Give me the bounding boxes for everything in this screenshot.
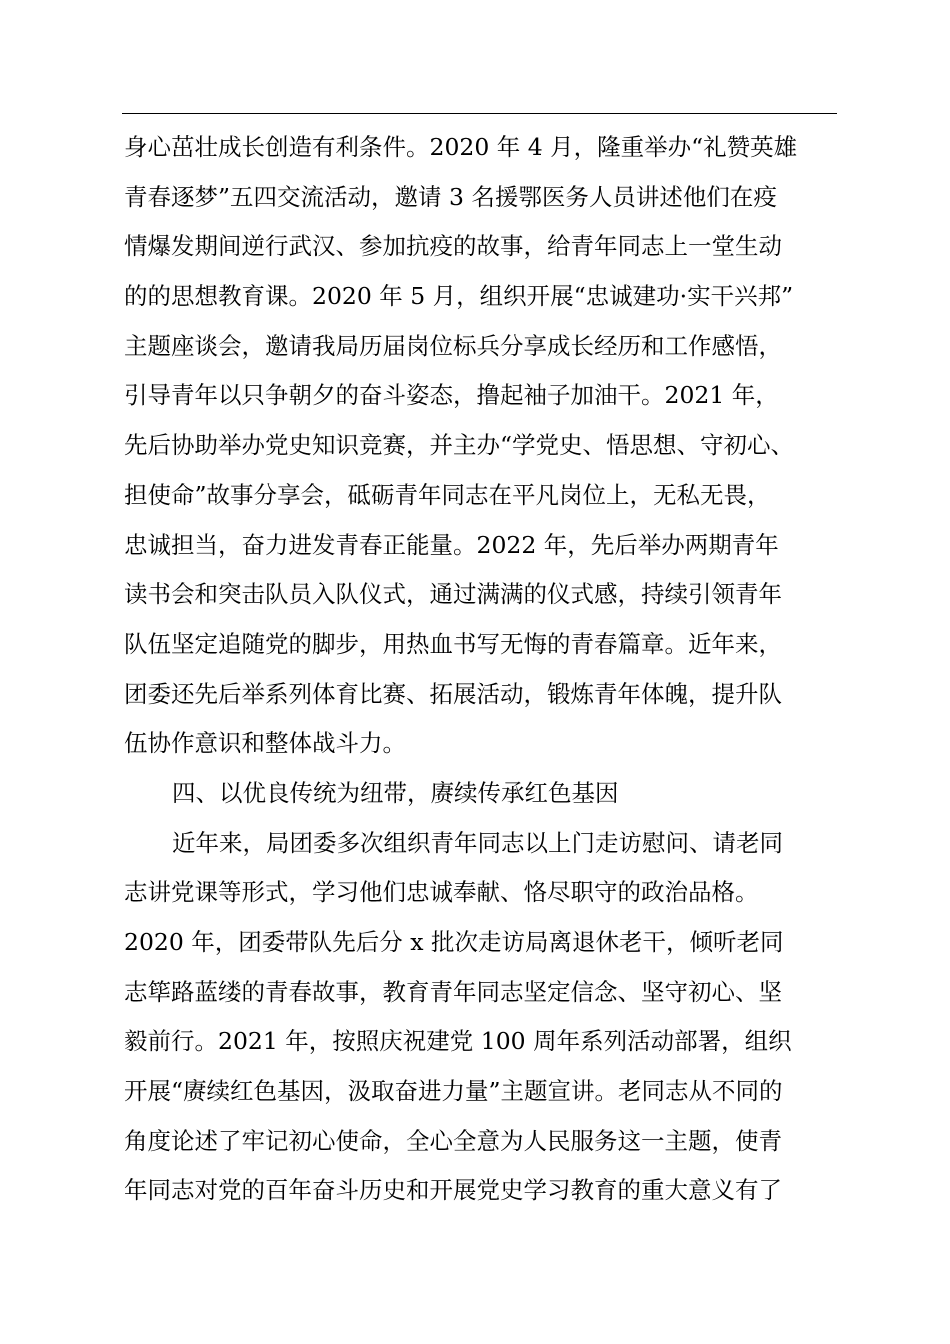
text-line: 担使命”故事分享会，砥砺青年同志在平凡岗位上，无私无畏， xyxy=(124,480,771,509)
text-line: 开展“赓续红色基因，汲取奋进力量”主题宣讲。老同志从不同的 xyxy=(124,1077,783,1106)
body-text xyxy=(124,123,864,1216)
header-rule xyxy=(122,113,837,114)
text-line: 青春逐梦”五四交流活动，邀请 3 名援鄂医务人员讲述他们在疫 xyxy=(124,182,777,211)
text-line: 志筚路蓝缕的青春故事，教育青年同志坚定信念、坚守初心、坚 xyxy=(124,977,782,1006)
text-line: 角度论述了牢记初心使命，全心全意为人民服务这一主题，使青 xyxy=(124,1126,782,1155)
section-heading: 四、以优良传统为纽带，赓续传承红色基因 xyxy=(172,778,619,807)
text-line: 年同志对党的百年奋斗历史和开展党史学习教育的重大意义有了 xyxy=(124,1176,782,1205)
text-line: 伍协作意识和整体战斗力。 xyxy=(124,729,406,758)
text-line: 忠诚担当，奋力进发青春正能量。2022 年，先后举办两期青年 xyxy=(124,530,779,559)
text-line: 志讲党课等形式，学习他们忠诚奉献、恪尽职守的政治品格。 xyxy=(124,878,759,907)
paragraph-continued xyxy=(124,123,864,769)
paragraph-section-4 xyxy=(124,819,864,1217)
text-line: 情爆发期间逆行武汉、参加抗疫的故事，给青年同志上一堂生动 xyxy=(124,232,782,261)
text-line: 近年来，局团委多次组织青年同志以上门走访慰问、请老同 xyxy=(172,828,783,857)
text-line: 身心茁壮成长创造有利条件。2020 年 4 月，隆重举办“礼赞英雄 xyxy=(124,133,798,161)
text-line: 毅前行。2021 年，按照庆祝建党 100 周年系列活动部署，组织 xyxy=(124,1027,792,1056)
text-line: 团委还先后举系列体育比赛、拓展活动，锻炼青年体魄，提升队 xyxy=(124,679,782,708)
text-line: 2020 年，团委带队先后分 x 批次走访局离退休老干，倾听老同 xyxy=(124,928,784,956)
text-line: 读书会和突击队员入队仪式，通过满满的仪式感，持续引领青年 xyxy=(124,580,782,609)
text-line: 先后协助举办党史知识竞赛，并主办“学党史、悟思想、守初心、 xyxy=(124,431,795,460)
text-line: 队伍坚定追随党的脚步，用热血书写无悔的青春篇章。近年来， xyxy=(124,629,782,658)
text-line: 的的思想教育课。2020 年 5 月，组织开展“忠诚建功·实干兴邦” xyxy=(124,282,794,311)
text-line: 主题座谈会，邀请我局历届岗位标兵分享成长经历和工作感悟， xyxy=(124,331,782,360)
text-line: 引导青年以只争朝夕的奋斗姿态，撸起袖子加油干。2021 年， xyxy=(124,381,779,410)
